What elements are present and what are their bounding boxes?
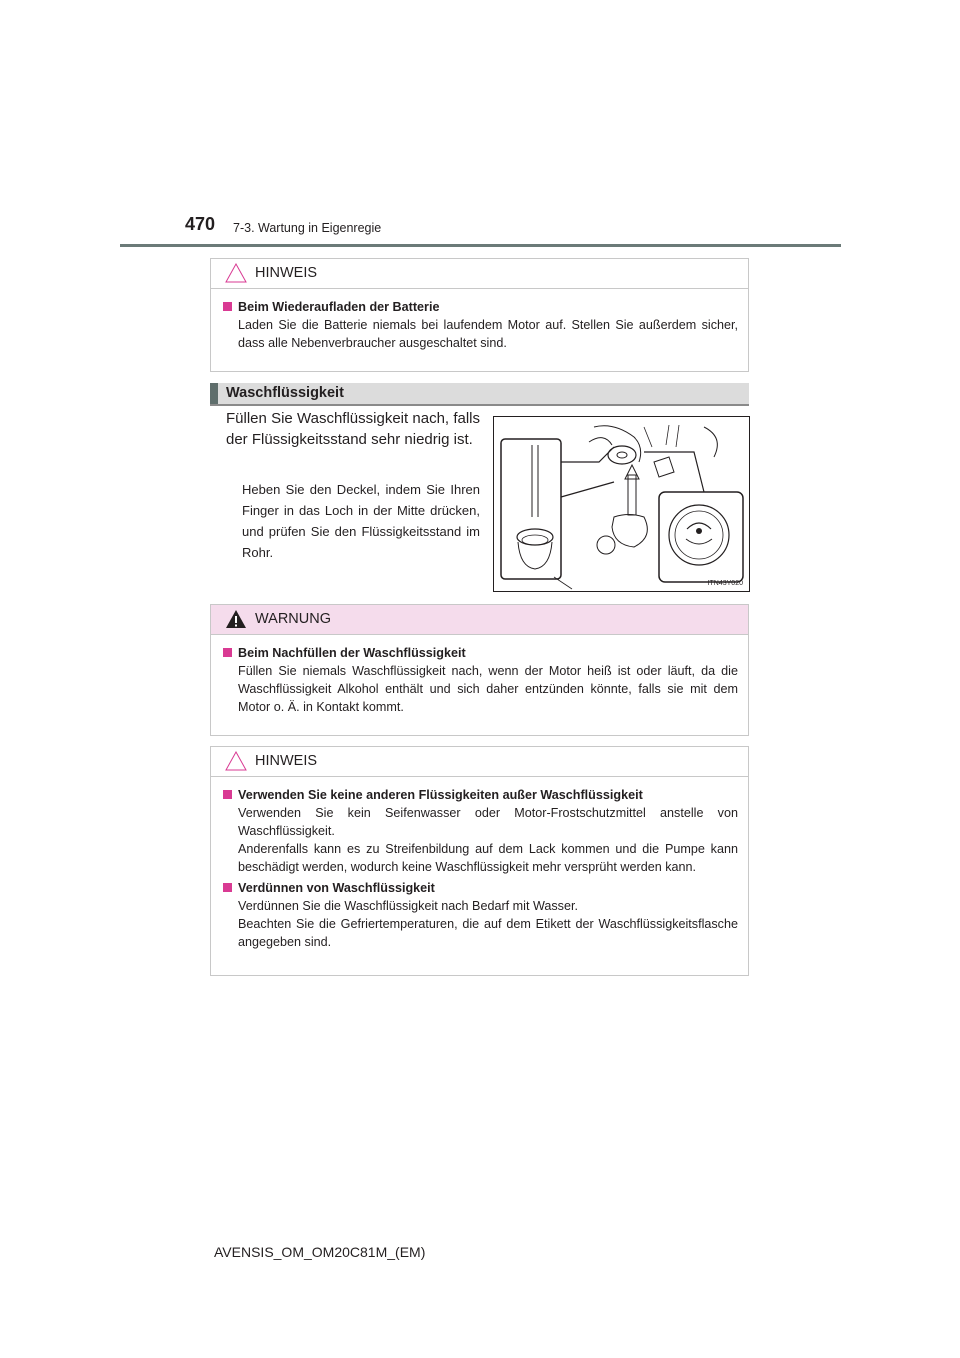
notice-item-heading: Verwenden Sie keine anderen Flüssigkeiten außer Waschflüssigkeit	[223, 786, 738, 804]
caution-triangle-icon	[225, 263, 247, 283]
section-heading: Waschflüssigkeit	[210, 383, 749, 406]
header-divider	[120, 244, 841, 247]
washer-reservoir-illustration	[493, 416, 750, 592]
washer-tank-drawing	[494, 417, 749, 591]
warning-box	[210, 604, 749, 736]
intro-paragraph: Füllen Sie Waschflüssigkeit nach, falls der Flüssigkeitsstand sehr niedrig ist.	[226, 410, 480, 448]
notice-item-text: Verdünnen Sie die Waschflüssigkeit nach Bedarf mit Wasser. Beachten Sie die Gefriertemperaturen, die auf dem Etikett der Waschflüssigkeitsflasche angegeben sind.	[238, 899, 738, 949]
notice-header	[211, 747, 748, 777]
instruction-paragraph: Heben Sie den Deckel, indem Sie Ihren Finger in das Loch in der Mitte drücken, und prüfen Sie den Flüssigkeitsstand im Rohr.	[242, 482, 480, 560]
notice-header	[211, 259, 748, 289]
notice-item-heading: Verdünnen von Waschflüssigkeit	[223, 879, 738, 897]
bullet-square-icon	[223, 302, 232, 311]
warning-title: WARNUNG	[255, 611, 331, 627]
bullet-square-icon	[223, 883, 232, 892]
bullet-square-icon	[223, 648, 232, 657]
warning-item-heading: Beim Nachfüllen der Waschflüssigkeit	[223, 644, 738, 662]
illustration-code: ITN43Y020	[707, 580, 743, 587]
notice-item-text: Laden Sie die Batterie niemals bei laufendem Motor auf. Stellen Sie außerdem sicher, dass alle Nebenverbraucher ausgeschaltet sind.	[238, 318, 738, 350]
warning-triangle-icon	[225, 609, 247, 629]
bullet-square-icon	[223, 790, 232, 799]
warning-item-text: Füllen Sie niemals Waschflüssigkeit nach, wenn der Motor heiß ist oder läuft, da die Waschflüssigkeit Alkohol enthält und sich daher entzünden könnte, falls sie mit dem Motor o. Ä. in Kontakt kommt.	[238, 664, 738, 714]
document-code-footer: AVENSIS_OM_OM20C81M_(EM)	[214, 1244, 426, 1260]
notice-box-fluid	[210, 746, 749, 976]
heading-bar	[210, 383, 218, 404]
notice-item-heading: Beim Wiederaufladen der Batterie	[223, 298, 738, 316]
section-title: 7-3. Wartung in Eigenregie	[233, 221, 382, 235]
page-number: 470	[185, 214, 216, 234]
notice-title: HINWEIS	[255, 265, 318, 281]
notice-title: HINWEIS	[255, 753, 318, 769]
notice-item-text: Verwenden Sie kein Seifenwasser oder Motor-Frostschutzmittel anstelle von Waschflüssigkeit. Anderenfalls kann es zu Streifenbildung auf dem Lack kommen und die Pumpe kann beschädigt werden, wodurch keine Waschflüssigkeit mehr versprüht werden kann.	[238, 806, 738, 874]
warning-header	[211, 605, 748, 635]
notice-box-battery	[210, 258, 749, 372]
caution-triangle-icon	[225, 751, 247, 771]
